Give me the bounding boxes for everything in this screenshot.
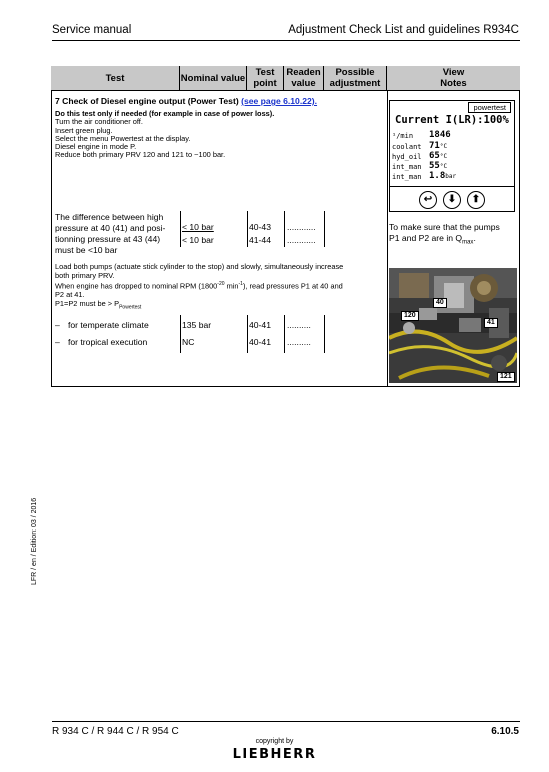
edition-label: LFR / en / Edition: 03 / 2016 bbox=[31, 497, 38, 585]
condition-readen: .......... bbox=[287, 337, 311, 347]
condition-label: for tropical execution bbox=[68, 337, 148, 347]
display-row-label: int_man bbox=[392, 173, 422, 181]
display-row-value: 71°C bbox=[429, 141, 448, 151]
column-header-readen: Readen value bbox=[284, 66, 324, 91]
section-title: 7 Check of Diesel engine output (Power Test) (see page 6.10.22). bbox=[55, 96, 318, 106]
instruction-line: Reduce both primary PRV 120 and 121 to ~100 bar. bbox=[55, 150, 226, 160]
column-divider bbox=[324, 315, 325, 353]
header-title: Service manual bbox=[52, 24, 132, 36]
display-menu-tag: powertest bbox=[468, 102, 511, 113]
condition-readen: .......... bbox=[287, 320, 311, 330]
load-instructions: Load both pumps (actuate stick cylinder to the stop) and slowly, simultaneously increase both primary PRV. When engine has dropped to nominal RPM ($1800^{-20}$ $\min^{-1}$), read pressures P1 at 40 and P2 at 41. P1=P2 must be > $P_{Powertest}$ bbox=[55, 262, 344, 311]
instruction-line: Diesel engine in mode P. bbox=[55, 142, 137, 152]
page-link[interactable]: (see page 6.10.22). bbox=[241, 96, 318, 106]
display-row-value: 55°C bbox=[429, 161, 448, 171]
condition-dash: – bbox=[55, 337, 60, 347]
instruction-line: Select the menu Powertest at the display. bbox=[55, 133, 191, 143]
column-header-nominal: Nominal value bbox=[180, 66, 247, 91]
diff-test-point: 41-44 bbox=[249, 235, 271, 245]
display-row-value: 65°C bbox=[429, 151, 448, 161]
difference-description: The difference between high pressure at 40 (41) and posi- tionning pressure at 43 (44) must be <10 bar bbox=[55, 212, 166, 255]
callout-label: 40 bbox=[433, 298, 447, 308]
condition-nominal: NC bbox=[182, 337, 195, 347]
condition-test-point: 40-41 bbox=[249, 337, 271, 347]
arrow-up-icon: ⬆ bbox=[467, 191, 485, 209]
display-row-value: 1846 bbox=[429, 130, 451, 140]
column-header-adjustment: Possible adjustment bbox=[324, 66, 387, 91]
display-row-value: 1.8bar bbox=[429, 171, 457, 181]
display-row-label: ¹/min bbox=[392, 132, 414, 140]
column-divider bbox=[284, 211, 285, 247]
instruction-line: Do this test only if needed (for example in case of power loss). bbox=[55, 109, 275, 118]
instruction-line: Insert green plug. bbox=[55, 125, 113, 135]
powertest-display bbox=[389, 100, 515, 212]
callout-label: 41 bbox=[484, 318, 498, 328]
condition-test-point: 40-41 bbox=[249, 320, 271, 330]
return-icon: ↩ bbox=[419, 191, 437, 209]
diff-readen: ............ bbox=[287, 235, 316, 245]
instruction-line: Turn the air conditioner off. bbox=[55, 117, 143, 127]
diff-nominal: < 10 bar bbox=[182, 222, 214, 232]
column-divider bbox=[247, 211, 248, 247]
notes-column-divider bbox=[387, 91, 388, 386]
page-number: 6.10.5 bbox=[491, 726, 519, 737]
callout-label: 120 bbox=[401, 311, 419, 321]
column-header-test: Test bbox=[51, 66, 180, 91]
display-row-label: coolant bbox=[392, 143, 422, 151]
display-current: Current I(LR):100% bbox=[395, 114, 509, 126]
diff-readen: ............ bbox=[287, 222, 316, 232]
header-section-title: Adjustment Check List and guidelines R934C bbox=[288, 24, 519, 36]
pumps-note: To make sure that the pumps P1 and P2 are in $Q_{max}$. bbox=[389, 222, 500, 246]
engine-photo-graphic bbox=[389, 268, 517, 383]
column-header-test-point: Test point bbox=[247, 66, 284, 91]
column-divider bbox=[247, 315, 248, 353]
footer-divider bbox=[52, 721, 520, 722]
engine-photo bbox=[389, 268, 517, 383]
column-divider bbox=[324, 211, 325, 247]
diff-test-point: 40-43 bbox=[249, 222, 271, 232]
display-row-label: int_man bbox=[392, 163, 422, 171]
arrow-down-icon: ⬇ bbox=[443, 191, 461, 209]
callout-label: 121 bbox=[497, 372, 515, 382]
copyright-text: copyright by bbox=[255, 738, 294, 745]
footer-models: R 934 C / R 944 C / R 954 C bbox=[52, 726, 179, 737]
condition-nominal: 135 bar bbox=[182, 320, 212, 330]
column-divider bbox=[180, 211, 181, 247]
column-header-notes: View Notes bbox=[387, 66, 520, 91]
column-divider bbox=[284, 315, 285, 353]
instructions bbox=[55, 110, 274, 160]
condition-dash: – bbox=[55, 320, 60, 330]
header-divider bbox=[52, 40, 520, 41]
display-button-bar bbox=[390, 186, 514, 212]
column-divider bbox=[180, 315, 181, 353]
brand-logo: LIEBHERR bbox=[232, 747, 317, 762]
condition-label: for temperate climate bbox=[68, 320, 149, 330]
diff-nominal: < 10 bar bbox=[182, 235, 214, 245]
display-row-label: hyd_oil bbox=[392, 153, 422, 161]
